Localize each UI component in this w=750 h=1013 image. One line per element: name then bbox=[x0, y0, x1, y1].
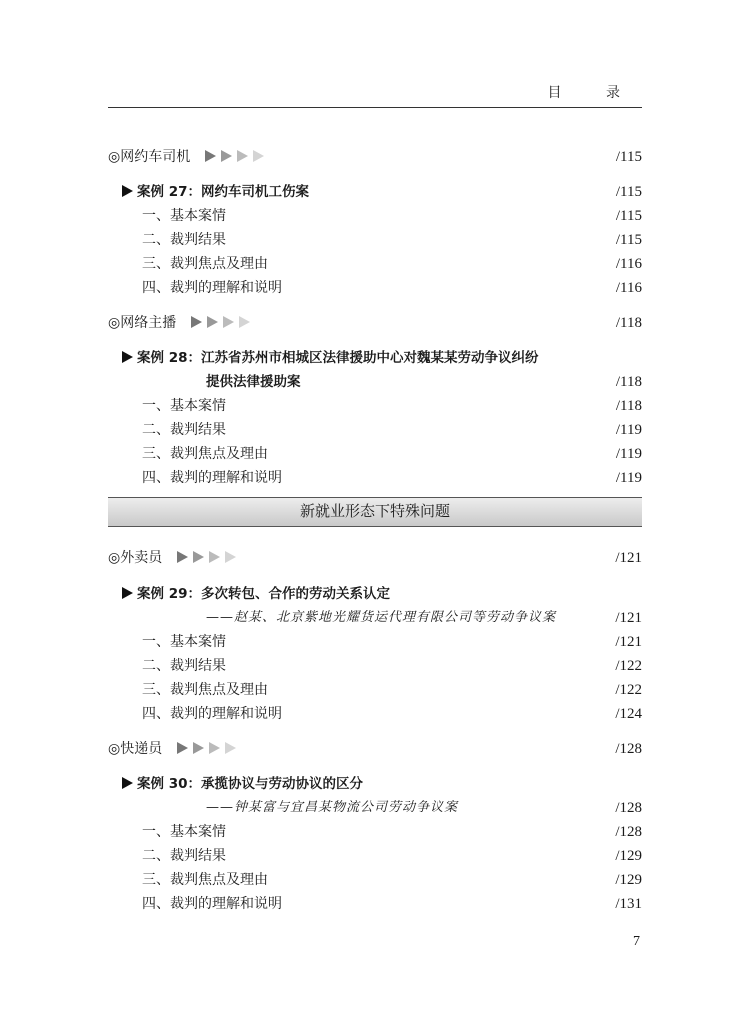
category-label: 网络主播 bbox=[120, 315, 177, 331]
toc-item-label: 四、裁判的理解和说明 bbox=[142, 706, 282, 722]
toc-item-row[interactable] bbox=[108, 868, 642, 892]
double-circle-icon: ◎ bbox=[108, 741, 121, 757]
triangle-icon bbox=[237, 150, 248, 162]
case-subtitle: ——赵某、北京紫地光耀货运代理有限公司等劳动争议案 bbox=[206, 610, 557, 625]
page-ref: /131 bbox=[615, 896, 642, 912]
toc-sub-row[interactable] bbox=[108, 606, 642, 630]
toc-item-label: 三、裁判焦点及理由 bbox=[142, 682, 268, 698]
toc-item-row[interactable] bbox=[108, 418, 642, 442]
toc-item-label: 四、裁判的理解和说明 bbox=[142, 470, 282, 486]
play-arrow-icon bbox=[122, 777, 133, 789]
page-ref: /128 bbox=[615, 800, 642, 816]
page-ref: /121 bbox=[615, 610, 642, 626]
toc-item-row[interactable] bbox=[108, 228, 642, 252]
toc-item-label: 二、裁判结果 bbox=[142, 848, 226, 864]
triangle-icon bbox=[193, 551, 204, 563]
toc-item-row[interactable] bbox=[108, 892, 642, 916]
category-label: 快递员 bbox=[120, 741, 163, 757]
toc-category-row[interactable] bbox=[108, 546, 642, 570]
page-ref: /115 bbox=[615, 184, 642, 200]
toc-item-label: 一、基本案情 bbox=[142, 398, 226, 414]
toc-item-row[interactable] bbox=[108, 442, 642, 466]
page-ref: /128 bbox=[615, 741, 642, 757]
toc-item-label: 三、裁判焦点及理由 bbox=[142, 256, 268, 272]
triangle-icon bbox=[221, 150, 232, 162]
case-title: 案例 30：承揽协议与劳动协议的区分 bbox=[137, 776, 363, 792]
case-subtitle: ——钟某富与宜昌某物流公司劳动争议案 bbox=[206, 800, 459, 815]
triangle-icon bbox=[193, 742, 204, 754]
toc-category-row[interactable] bbox=[108, 311, 642, 335]
toc-category-row[interactable] bbox=[108, 737, 642, 761]
toc-item-row[interactable] bbox=[108, 702, 642, 726]
triangle-icon bbox=[207, 316, 218, 328]
toc-item-row[interactable] bbox=[108, 844, 642, 868]
toc-item-label: 二、裁判结果 bbox=[142, 658, 226, 674]
play-arrow-icon bbox=[122, 351, 133, 363]
toc-item-label: 二、裁判结果 bbox=[142, 422, 226, 438]
section-band-title: 新就业形态下特殊问题 bbox=[299, 502, 450, 520]
toc-item-label: 一、基本案情 bbox=[142, 208, 226, 224]
page-ref: /119 bbox=[615, 422, 642, 438]
page-ref: /115 bbox=[615, 232, 642, 248]
page-ref: /118 bbox=[615, 398, 642, 414]
toc-cont-row[interactable] bbox=[108, 370, 642, 394]
page-ref: /122 bbox=[615, 682, 642, 698]
running-header: 目 录 bbox=[547, 85, 640, 101]
case-title-continued: 提供法律援助案 bbox=[206, 374, 301, 390]
header-rule bbox=[108, 107, 642, 108]
triangle-icon bbox=[253, 150, 264, 162]
page-ref: /116 bbox=[615, 280, 642, 296]
section-band bbox=[108, 497, 642, 527]
category-label: 网约车司机 bbox=[120, 149, 191, 165]
page-ref: /119 bbox=[615, 446, 642, 462]
play-arrow-icon bbox=[122, 185, 133, 197]
page-ref: /129 bbox=[615, 872, 642, 888]
page-ref: /115 bbox=[615, 208, 642, 224]
page-number: 7 bbox=[633, 934, 640, 949]
toc-case-row[interactable] bbox=[108, 582, 642, 606]
toc-case-row[interactable] bbox=[108, 346, 642, 370]
page-ref: /118 bbox=[615, 374, 642, 390]
triangle-icon bbox=[177, 742, 188, 754]
triangle-arrows-icon bbox=[186, 315, 250, 331]
toc-item-label: 三、裁判焦点及理由 bbox=[142, 446, 268, 462]
play-arrow-icon bbox=[122, 587, 133, 599]
triangle-icon bbox=[223, 316, 234, 328]
toc-item-row[interactable] bbox=[108, 394, 642, 418]
toc-item-label: 四、裁判的理解和说明 bbox=[142, 896, 282, 912]
triangle-icon bbox=[225, 742, 236, 754]
toc-item-label: 四、裁判的理解和说明 bbox=[142, 280, 282, 296]
triangle-icon bbox=[191, 316, 202, 328]
toc-item-row[interactable] bbox=[108, 276, 642, 300]
triangle-icon bbox=[239, 316, 250, 328]
page-ref: /121 bbox=[615, 634, 642, 650]
page-ref: /121 bbox=[615, 550, 642, 566]
toc-item-label: 三、裁判焦点及理由 bbox=[142, 872, 268, 888]
toc-item-row[interactable] bbox=[108, 820, 642, 844]
triangle-icon bbox=[205, 150, 216, 162]
toc-item-row[interactable] bbox=[108, 654, 642, 678]
toc-case-row[interactable] bbox=[108, 180, 642, 204]
case-title: 案例 29：多次转包、合作的劳动关系认定 bbox=[137, 586, 390, 602]
page-ref: /119 bbox=[615, 470, 642, 486]
double-circle-icon: ◎ bbox=[108, 550, 121, 566]
category-label: 外卖员 bbox=[120, 550, 163, 566]
toc-item-row[interactable] bbox=[108, 204, 642, 228]
page-ref: /118 bbox=[615, 315, 642, 331]
case-title: 案例 28：江苏省苏州市相城区法律援助中心对魏某某劳动争议纠纷 bbox=[137, 350, 539, 366]
triangle-arrows-icon bbox=[172, 550, 236, 566]
toc-item-row[interactable] bbox=[108, 466, 642, 490]
toc-item-label: 二、裁判结果 bbox=[142, 232, 226, 248]
toc-case-row[interactable] bbox=[108, 772, 642, 796]
toc-item-label: 一、基本案情 bbox=[142, 634, 226, 650]
triangle-icon bbox=[225, 551, 236, 563]
toc-item-row[interactable] bbox=[108, 678, 642, 702]
toc-sub-row[interactable] bbox=[108, 796, 642, 820]
triangle-icon bbox=[209, 551, 220, 563]
triangle-icon bbox=[177, 551, 188, 563]
double-circle-icon: ◎ bbox=[108, 315, 121, 331]
case-title: 案例 27：网约车司机工伤案 bbox=[137, 184, 309, 200]
page-ref: /115 bbox=[615, 149, 642, 165]
double-circle-icon: ◎ bbox=[108, 149, 121, 165]
toc-category-row[interactable] bbox=[108, 145, 642, 169]
toc-item-row[interactable] bbox=[108, 252, 642, 276]
toc-item-label: 一、基本案情 bbox=[142, 824, 226, 840]
page-ref: /122 bbox=[615, 658, 642, 674]
triangle-arrows-icon bbox=[200, 149, 264, 165]
triangle-arrows-icon bbox=[172, 741, 236, 757]
triangle-icon bbox=[209, 742, 220, 754]
page-ref: /124 bbox=[615, 706, 642, 722]
page-ref: /129 bbox=[615, 848, 642, 864]
page-ref: /116 bbox=[615, 256, 642, 272]
page-ref: /128 bbox=[615, 824, 642, 840]
toc-item-row[interactable] bbox=[108, 630, 642, 654]
